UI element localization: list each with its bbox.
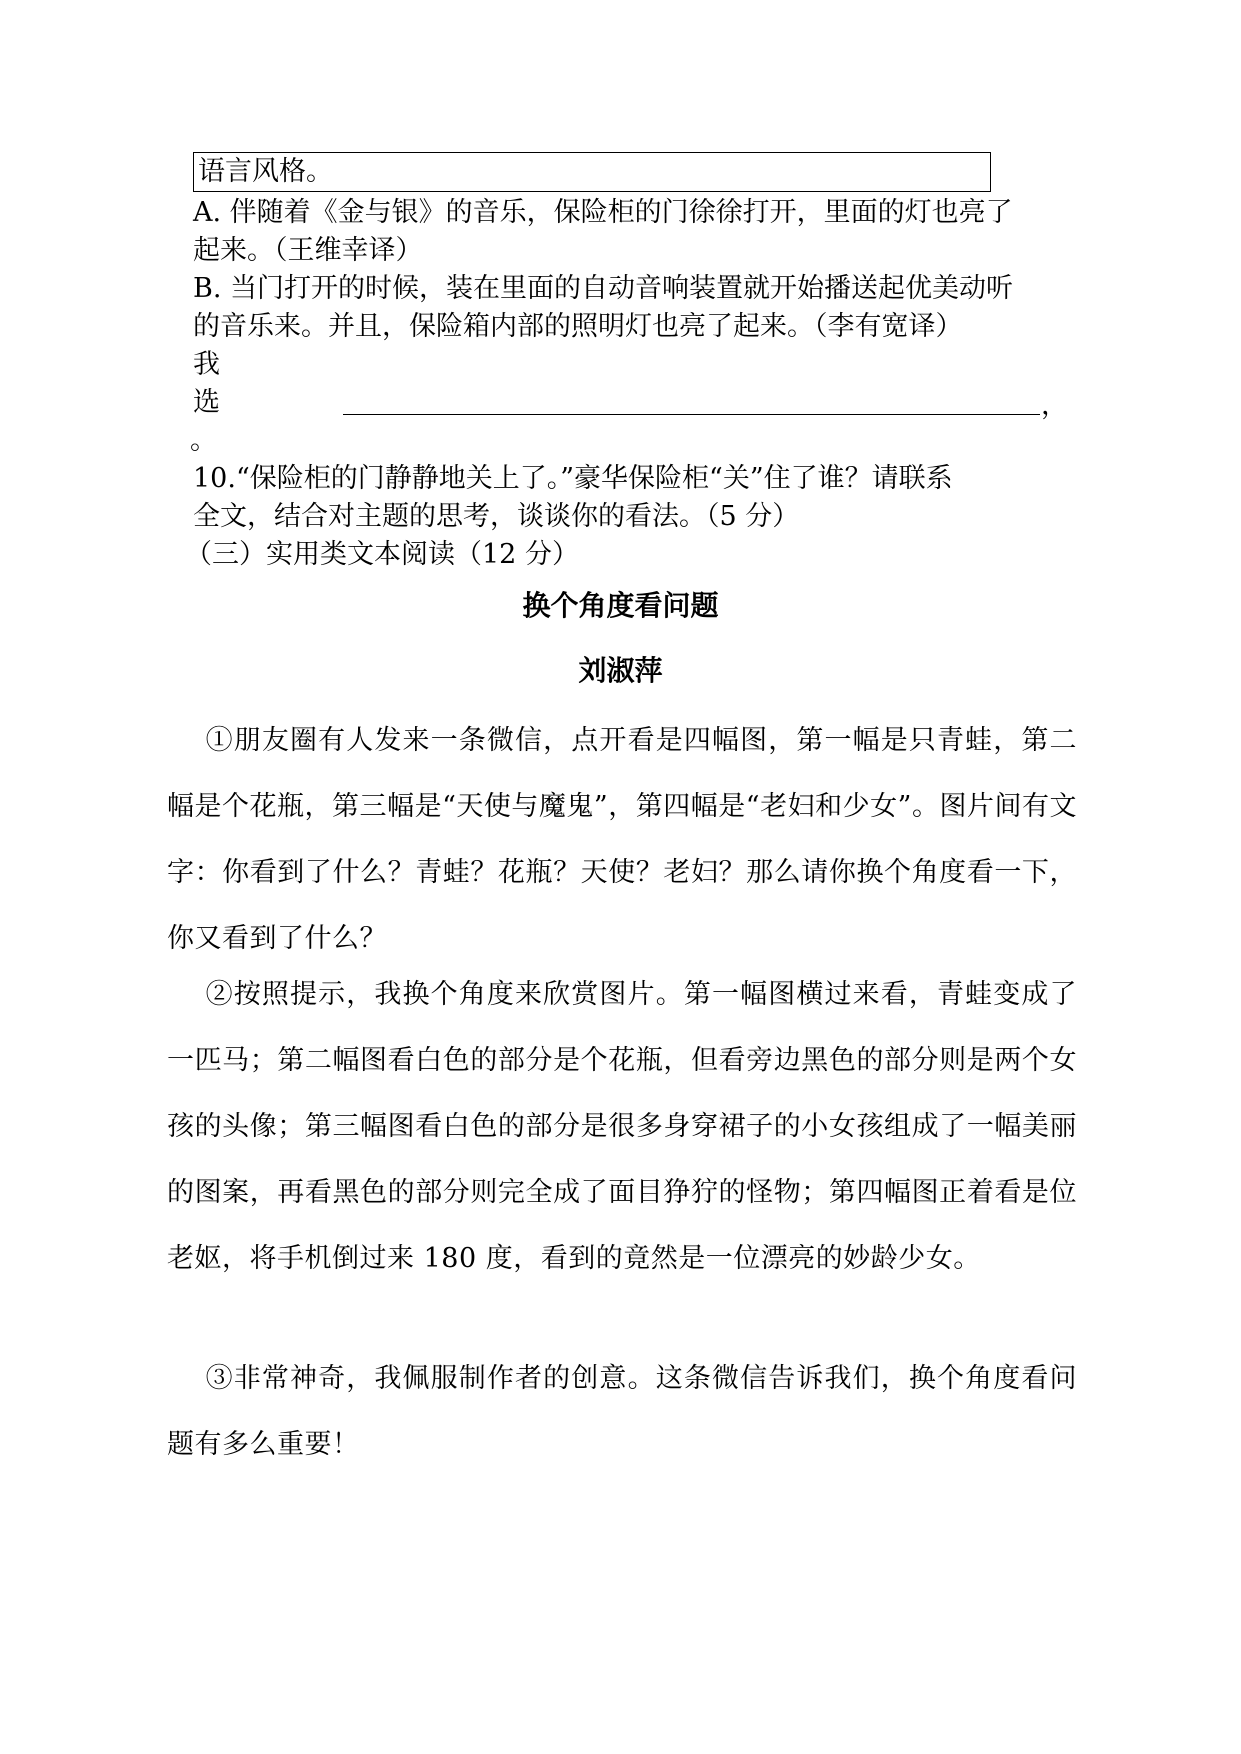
- boxed-text: 语言风格。: [193, 152, 991, 192]
- option-b-line-2: 的音乐来。并且，保险箱内部的照明灯也亮了起来。（李有宽译）: [193, 311, 963, 342]
- choose-char-2: 选: [193, 387, 220, 418]
- option-a-line-2: 起来。（王维幸译）: [193, 235, 423, 266]
- article-author: 刘淑萍: [578, 654, 663, 687]
- question-10-line-2: 全文，结合对主题的思考，谈谈你的看法。（5 分）: [193, 501, 800, 532]
- paragraph-1-text: ①朋友圈有人发来一条微信，点开看是四幅图，第一幅是只青蛙，第二幅是个花瓶，第三幅是“天使与魔鬼”，第四幅是“老妇和少女”。图片间有文字：你看到了什么？青蛙？花瓶？天使？老妇？那么请你换个角度看一下，你又看到了什么？: [167, 725, 1077, 954]
- section-heading: （三）实用类文本阅读（12 分）: [185, 539, 579, 570]
- answer-period: 。: [190, 425, 217, 456]
- paragraph-3-text: ③非常神奇，我佩服制作者的创意。这条微信告诉我们，换个角度看问题有多么重要！: [167, 1363, 1077, 1460]
- question-10-line-1: 10.“保险柜的门静静地关上了。”豪华保险柜“关”住了谁？请联系: [193, 463, 953, 494]
- choose-char-1: 我: [193, 349, 220, 380]
- article-title: 换个角度看问题: [522, 589, 719, 622]
- answer-blank-line: [343, 414, 1040, 415]
- article-paragraph-2: [167, 962, 1077, 1292]
- option-b-line-1: B. 当门打开的时候，装在里面的自动音响装置就开始播送起优美动听: [193, 273, 1014, 304]
- option-a-line-1: A. 伴随着《金与银》的音乐，保险柜的门徐徐打开，里面的灯也亮了: [193, 197, 1013, 228]
- answer-comma: ，: [1041, 390, 1068, 421]
- article-paragraph-3: [167, 1346, 1077, 1478]
- paragraph-2-text: ②按照提示，我换个角度来欣赏图片。第一幅图横过来看，青蛙变成了一匹马；第二幅图看白色的部分是个花瓶，但看旁边黑色的部分则是两个女孩的头像；第三幅图看白色的部分是很多身穿裙子的小女孩组成了一幅美丽的图案，再看黑色的部分则完全成了面目狰狞的怪物；第四幅图正着看是位老妪，将手机倒过来 180 度，看到的竟然是一位漂亮的妙龄少女。: [167, 979, 1077, 1274]
- article-paragraph-1: [167, 708, 1077, 972]
